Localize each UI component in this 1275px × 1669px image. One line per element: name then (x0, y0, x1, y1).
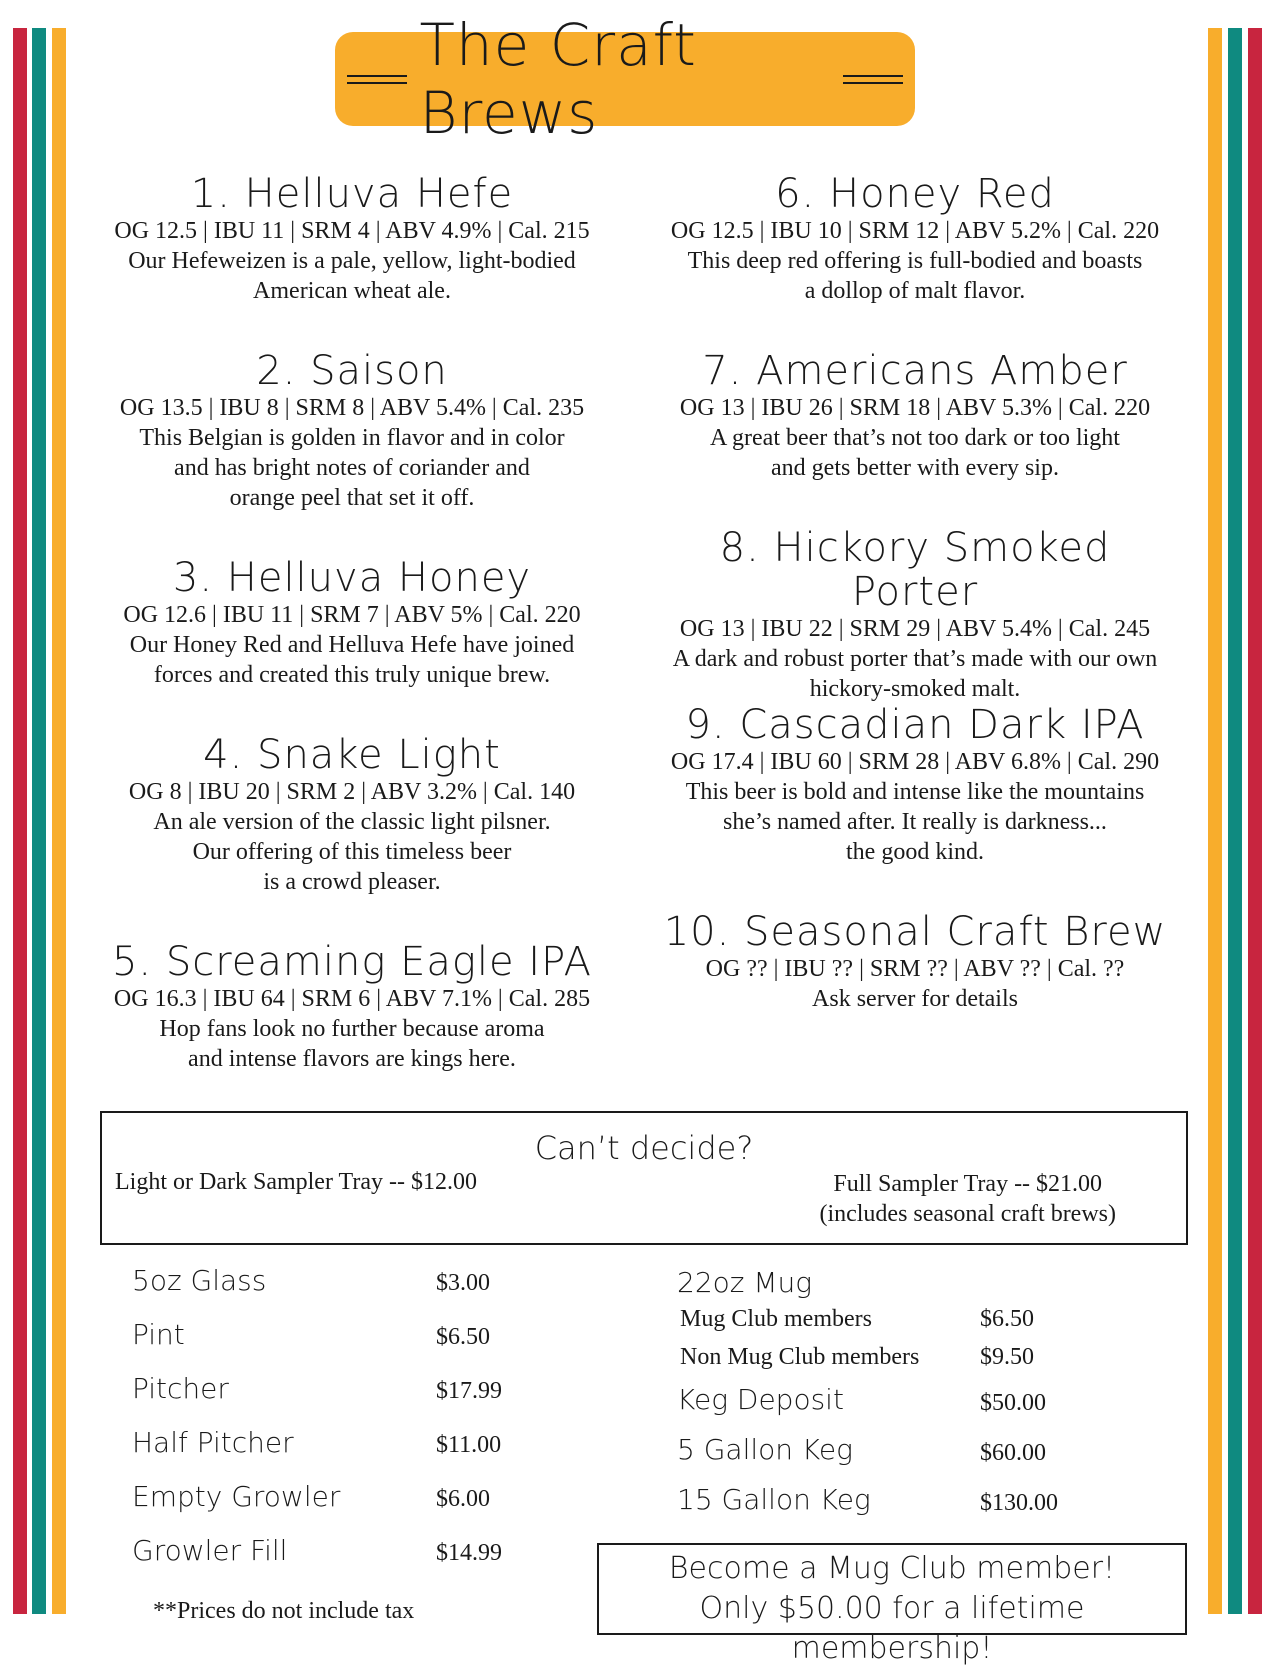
price-item-name: Pitcher (132, 1372, 229, 1405)
price-item-name: Half Pitcher (132, 1426, 294, 1459)
beer-stats: OG 17.4 | IBU 60 | SRM 28 | ABV 6.8% | Cal. 290 (670, 749, 1160, 775)
sampler-heading: Can’t decide? (534, 1129, 754, 1167)
price-item-value: $9.50 (980, 1344, 1034, 1370)
beer-name: 3. Helluva Honey (172, 555, 532, 601)
price-item-value: $130.00 (980, 1490, 1058, 1516)
beer-item (92, 556, 612, 690)
beer-item (655, 910, 1175, 1014)
beer-description: This Belgian is golden in flavor and in color and has bright notes of coriander and orange peel that set it off. (139, 425, 565, 511)
beer-name: 9. Cascadian Dark IPA (685, 702, 1145, 748)
beer-description: This beer is bold and intense like the mountains she’s named after. It really is darkness... the good kind. (685, 779, 1145, 865)
price-item-value: $14.99 (436, 1540, 502, 1566)
beer-stats: OG 16.3 | IBU 64 | SRM 6 | ABV 7.1% | Cal. 285 (113, 986, 591, 1012)
beer-stats: OG 8 | IBU 20 | SRM 2 | ABV 3.2% | Cal. 140 (128, 779, 576, 805)
beer-description: A great beer that’s not too dark or too light and gets better with every sip. (710, 425, 1120, 481)
right-stripe-teal (1228, 28, 1242, 1614)
beer-description: An ale version of the classic light pilsner. Our offering of this timeless beer is a crowd pleaser. (153, 809, 551, 895)
beer-stats: OG 12.5 | IBU 10 | SRM 12 | ABV 5.2% | Cal. 220 (670, 218, 1160, 244)
beer-name: 5. Screaming Eagle IPA (111, 939, 593, 985)
price-item-name: 5oz Glass (132, 1264, 267, 1297)
right-stripe-orange (1208, 28, 1222, 1614)
beer-item (92, 733, 612, 897)
full-sampler (819, 1169, 1116, 1229)
beer-description: Our Hefeweizen is a pale, yellow, light-bodied American wheat ale. (128, 248, 576, 304)
price-item-name: Keg Deposit (677, 1383, 844, 1416)
price-item-value: $6.50 (436, 1324, 490, 1350)
full-sampler-price: Full Sampler Tray -- $21.00 (833, 1171, 1103, 1197)
beer-name: 2. Saison (256, 348, 448, 394)
price-item-value: $60.00 (980, 1440, 1046, 1466)
beer-description: A dark and robust porter that’s made with our own hickory-smoked malt. (672, 646, 1158, 702)
price-item-name: Empty Growler (132, 1480, 341, 1513)
tax-note: **Prices do not include tax (153, 1598, 415, 1624)
beer-name: 4. Snake Light (203, 732, 501, 778)
title-rule-left (347, 75, 407, 84)
beer-name: 1. Helluva Hefe (190, 171, 514, 217)
beer-stats: OG 12.6 | IBU 11 | SRM 7 | ABV 5% | Cal. 220 (123, 602, 581, 628)
light-dark-sampler: Light or Dark Sampler Tray -- $12.00 (115, 1169, 477, 1195)
beer-description: Ask server for details (812, 986, 1018, 1012)
beer-name: 7. Americans Amber (702, 348, 1128, 394)
price-item-value: $6.00 (436, 1486, 490, 1512)
mug-club-line2: Only $50.00 for a lifetime membership! (699, 1591, 1085, 1666)
price-item-value: $17.99 (436, 1378, 502, 1404)
beer-stats: OG 13.5 | IBU 8 | SRM 8 | ABV 5.4% | Cal. 235 (119, 395, 585, 421)
right-stripe-red (1248, 28, 1262, 1614)
price-item-name: 5 Gallon Keg (677, 1433, 853, 1466)
beer-item (92, 940, 612, 1074)
beer-item (655, 172, 1175, 306)
price-item-name: Growler Fill (132, 1534, 288, 1567)
title-badge (335, 11, 915, 147)
beer-item (92, 349, 612, 513)
beer-name: 8. Hickory Smoked Porter (719, 525, 1111, 615)
price-item-value: $11.00 (436, 1432, 502, 1458)
left-stripe-teal (32, 28, 46, 1614)
beer-item (655, 349, 1175, 483)
price-item-name: Pint (132, 1318, 185, 1351)
price-item-name: Mug Club members (680, 1306, 872, 1332)
price-item-name: Non Mug Club members (680, 1344, 920, 1370)
beer-item (655, 703, 1175, 867)
left-stripe-red (13, 28, 27, 1614)
mug-club-line1: Become a Mug Club member! (668, 1551, 1116, 1586)
mug-club-box (597, 1543, 1187, 1666)
price-item-name: 15 Gallon Keg (677, 1483, 871, 1516)
mug-heading: 22oz Mug (677, 1266, 813, 1299)
beer-stats: OG 13 | IBU 22 | SRM 29 | ABV 5.4% | Cal. 245 (679, 616, 1151, 642)
beer-description: Our Honey Red and Helluva Hefe have joined forces and created this truly unique brew. (129, 632, 575, 688)
price-item-value: $3.00 (436, 1270, 490, 1296)
beer-item (92, 172, 612, 306)
beer-name: 6. Honey Red (775, 171, 1055, 217)
beer-description: Hop fans look no further because aroma and intense flavors are kings here. (159, 1016, 545, 1072)
beer-stats: OG 12.5 | IBU 11 | SRM 4 | ABV 4.9% | Cal. 215 (114, 218, 590, 244)
beer-stats: OG 13 | IBU 26 | SRM 18 | ABV 5.3% | Cal. 220 (679, 395, 1151, 421)
sampler-box (100, 1111, 1188, 1245)
page-title: The Craft Brews (419, 11, 697, 147)
beer-item (655, 526, 1175, 704)
price-item-value: $6.50 (980, 1306, 1034, 1332)
beer-stats: OG ?? | IBU ?? | SRM ?? | ABV ?? | Cal. ?? (705, 956, 1125, 982)
beer-description: This deep red offering is full-bodied and boasts a dollop of malt flavor. (687, 248, 1143, 304)
price-item-value: $50.00 (980, 1390, 1046, 1416)
title-rule-right (843, 75, 903, 84)
beer-name: 10. Seasonal Craft Brew (663, 909, 1167, 955)
left-stripe-orange (52, 28, 66, 1614)
full-sampler-note: (includes seasonal craft brews) (819, 1201, 1116, 1227)
